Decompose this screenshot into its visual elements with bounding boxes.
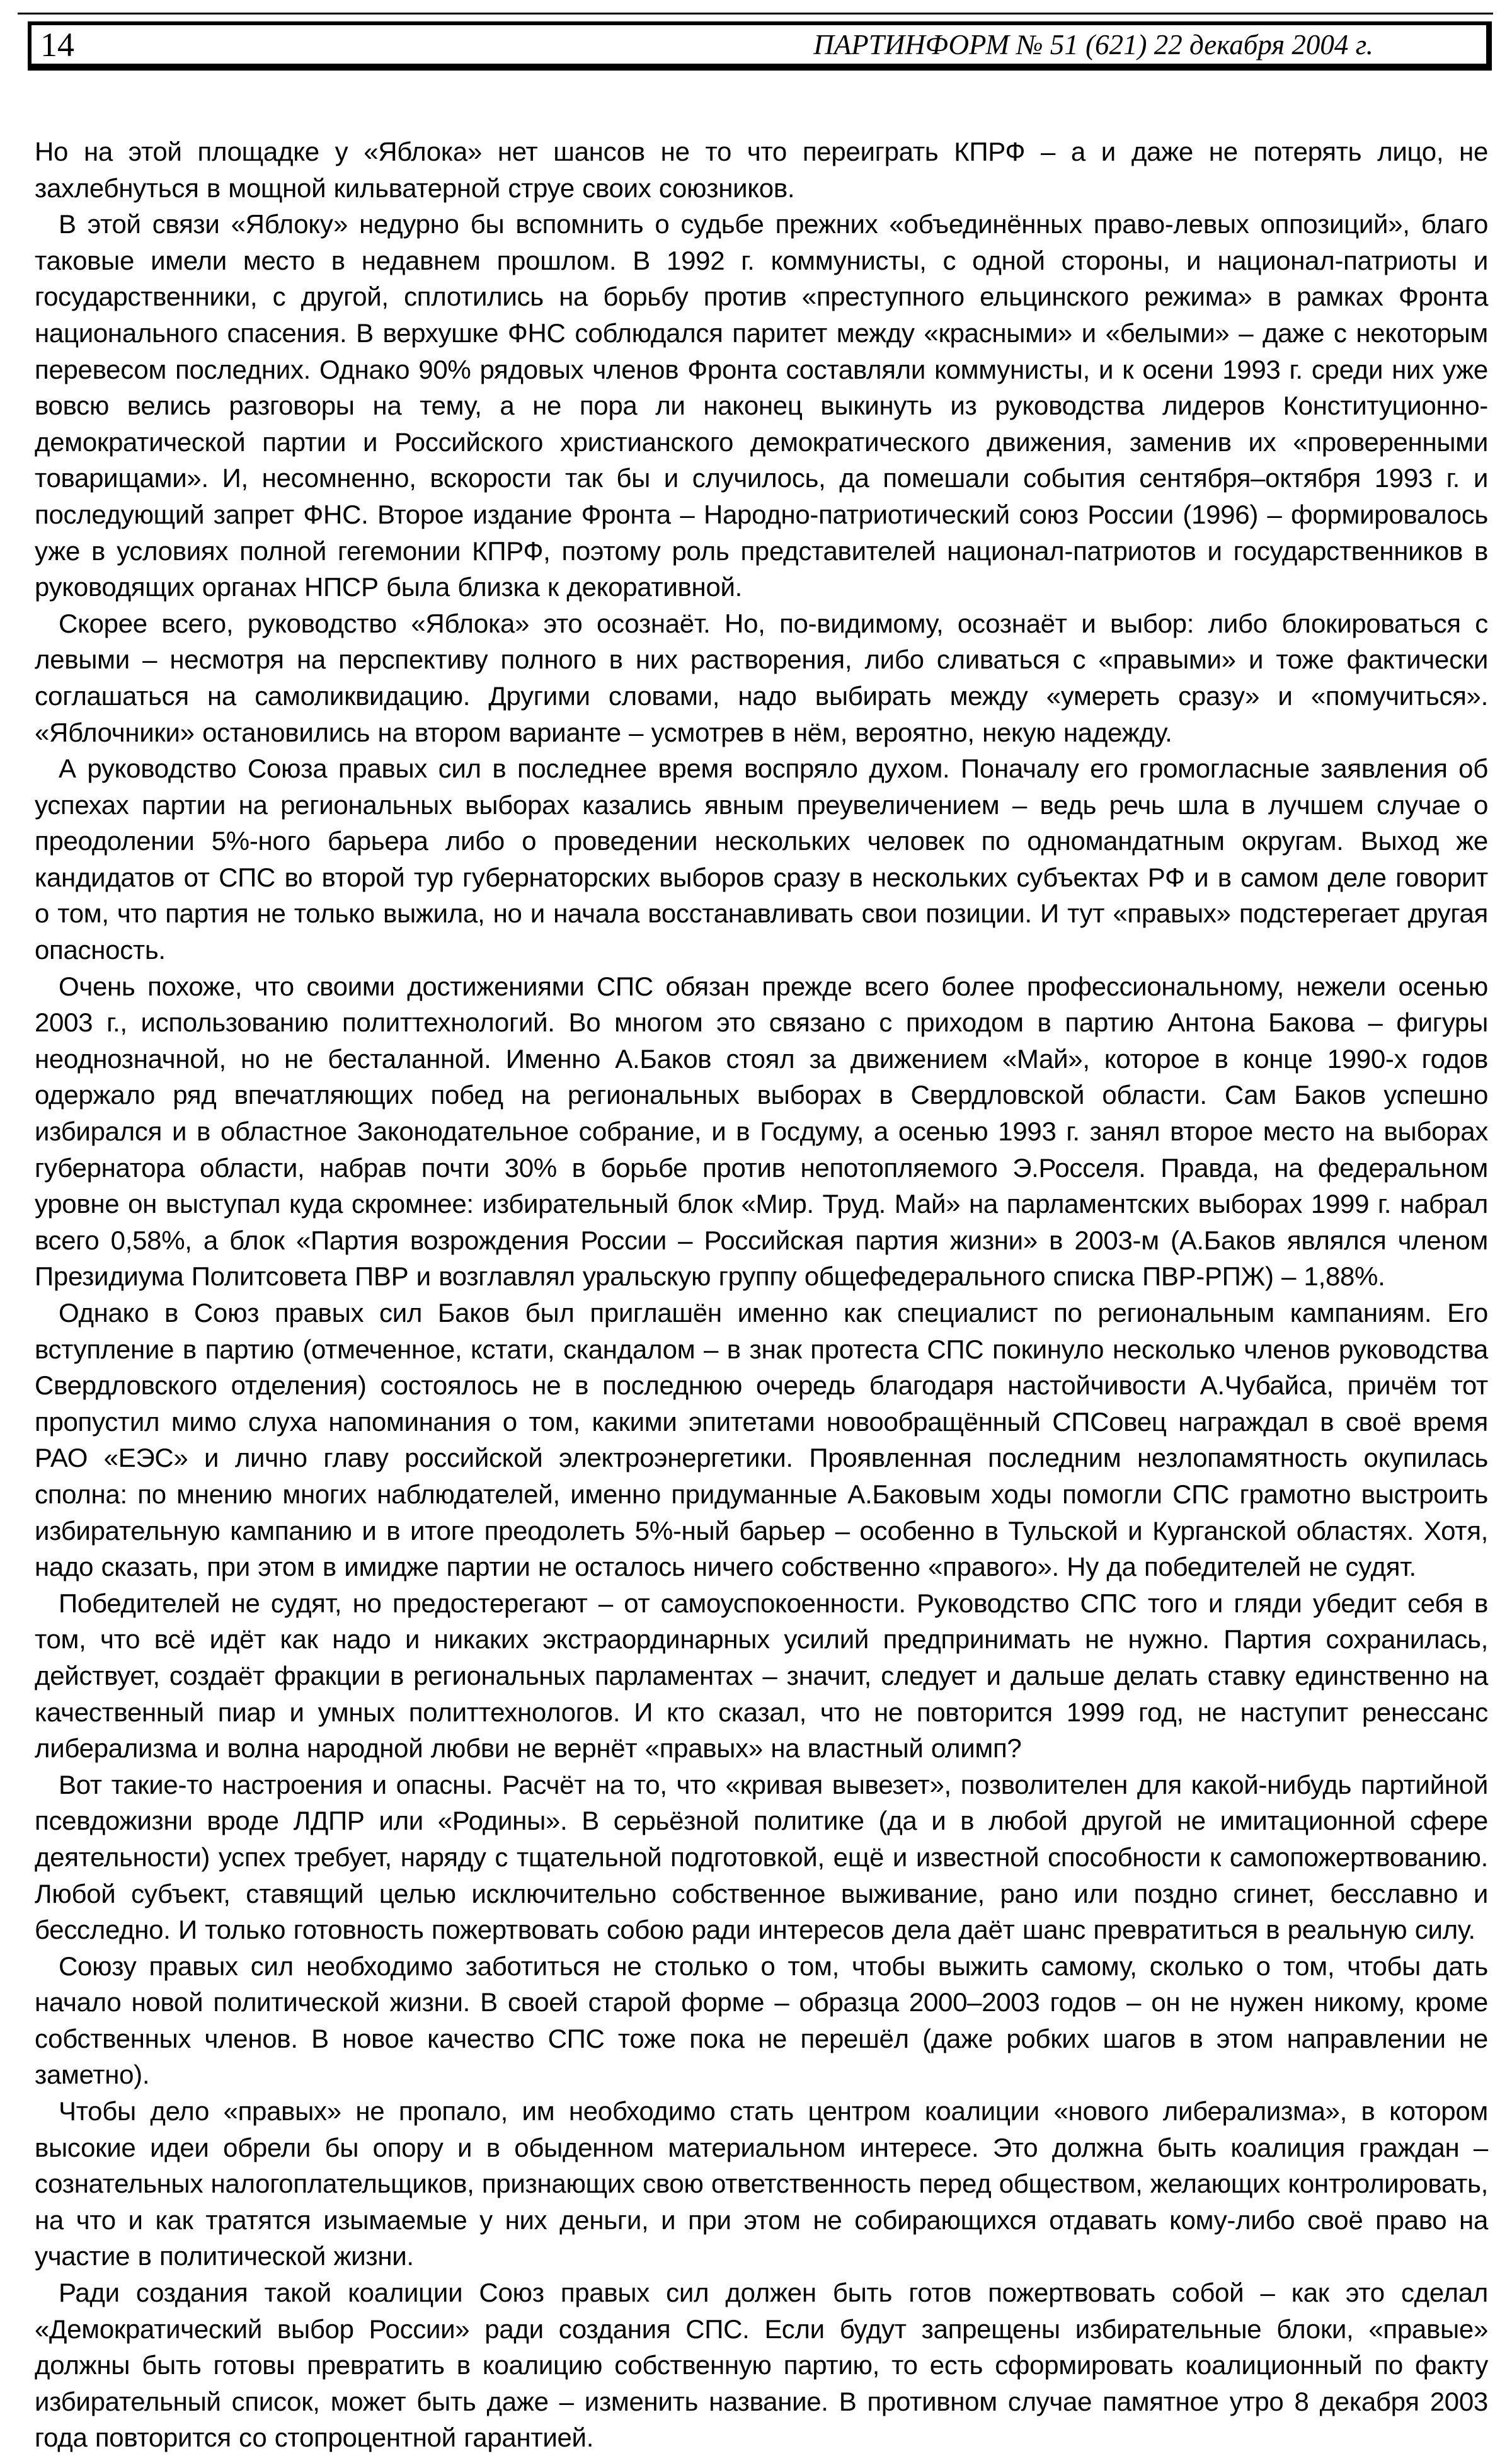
paragraph: Очень похоже, что своими достижениями СПС обязан прежде всего более профессиональному, нежели осенью 2003 г., использованию политтехнологий. Во многом это связано с приходом в партию Антона Бакова – фигуры неоднозначной, но не бесталанной. Именно А.Баков стоял за движением «Май», которое в конце 1990-х годов одержало ряд впечатляющих побед на региональных выборах в Свердловской области. Сам Баков успешно избирался и в областное Законодательное собрание, и в Госдуму, а осенью 1993 г. занял второе место на выборах губернатора области, набрав почти 30% в борьбе против непотопляемого Э.Росселя. Правда, на федеральном уровне он выступал куда скромнее: избирательный блок «Мир. Труд. Май» на парламентских выборах 1999 г. набрал всего 0,58%, а блок «Партия возрождения России – Российская партия жизни» в 2003-м (А.Баков являлся членом Президиума Политсовета ПВР и возглавлял уральскую группу общефедерального списка ПВР-РПЖ) – 1,88%. — [35, 971, 1488, 1292]
paragraph: Вот такие-то настроения и опасны. Расчёт на то, что «кривая вывезет», позволителен для какой-нибудь партийной псевдожизни вроде ЛДПР или «Родины». В серьёзной политике (да и в любой другой не имитационной сфере деятельности) успех требует, наряду с тщательной подготовкой, ещё и известной способности к самопожертвованию. Любой субъект, ставящий целью исключительно собственное выживание, рано или поздно сгинет, бесславно и бесследно. И только готовность пожертвовать собою ради интересов дела даёт шанс превратиться в реальную силу. — [35, 1769, 1488, 1945]
paragraph: Победителей не судят, но предостерегают – от самоуспокоенности. Руководство СПС того и гляди убедит себя в том, что всё идёт как надо и никаких экстраординарных усилий предпринимать не нужно. Партия сохранилась, действует, создаёт фракции в региональных парламентах – значит, следует и дальше делать ставку единственно на качественный пиар и умных политтехнологов. И кто сказал, что не повторится 1999 год, не наступит ренессанс либерализма и волна народной любви не вернёт «правых» на властный олимп? — [35, 1588, 1488, 1764]
page-number: 14 — [40, 26, 74, 64]
paragraph: Однако в Союз правых сил Баков был приглашён именно как специалист по региональным кампаниям. Его вступление в партию (отмеченное, кстати, скандалом – в знак протеста СПС покинуло несколько членов руководства Свердловского отделения) состоялось не в последнюю очередь благодаря настойчивости А.Чубайса, причём тот пропустил мимо слуха напоминания о том, какими эпитетами новообращённый СПСовец награждал в своё время РАО «ЕЭС» и лично главу российской электроэнергетики. Проявленная последним незлопамятность окупилась сполна: по мнению многих наблюдателей, именно придуманные А.Баковым ходы помогли СПС грамотно выстроить избирательную кампанию и в итоге преодолеть 5%-ный барьер – особенно в Тульской и Курганской областях. Хотя, надо сказать, при этом в имидже партии не осталось ничего собственно «правого». Ну да победителей не судят. — [35, 1298, 1488, 1582]
paragraph: Скорее всего, руководство «Яблока» это осознаёт. Но, по-видимому, осознаёт и выбор: либо блокироваться с левыми – несмотря на перспективу полного в них растворения, либо сливаться с «правыми» и тоже фактически соглашаться на самоликвидацию. Другими словами, надо выбирать между «умереть сразу» и «помучиться». «Яблочники» остановились на втором варианте – усмотрев в нём, вероятно, некую надежду. — [35, 608, 1488, 747]
header-top-rule — [18, 13, 1493, 14]
paragraph: Но на этой площадке у «Яблока» нет шансов не то что переиграть КПРФ – а и даже не потерять лицо, не захлебнуться в мощной кильватерной струе своих союзников. — [35, 137, 1488, 203]
paragraph: Ради создания такой коалиции Союз правых сил должен быть готов пожертвовать собой – как это сделал «Демократический выбор России» ради создания СПС. Если будут запрещены избирательные блоки, «правые» должны быть готовы превратить в коалицию собственную партию, то есть сформировать коалиционный по факту избирательный список, может быть даже – изменить название. В противном случае памятное утро 8 декабря 2003 года повторится со стопроцентной гарантией. — [35, 2278, 1488, 2453]
newsletter-title: ПАРТИНФОРМ № 51 (621) 22 декабря 2004 г. — [813, 29, 1373, 60]
page-header — [28, 21, 1492, 71]
paragraph: Союзу правых сил необходимо заботиться не столько о том, чтобы выжить самому, сколько о том, чтобы дать начало новой политической жизни. В своей старой форме – образца 2000–2003 годов – он не нужен никому, кроме собственных членов. В новое качество СПС тоже пока не перешёл (даже робких шагов в этом направлении не заметно). — [35, 1951, 1488, 2090]
paragraph: Чтобы дело «правых» не пропало, им необходимо стать центром коалиции «нового либерализма», в котором высокие идеи обрели бы опору и в обыденном материальном интересе. Это должна быть коалиция граждан – сознательных налогоплательщиков, признающих свою ответственность перед обществом, желающих контролировать, на что и как тратятся изымаемые у них деньги, и при этом не собирающихся отдавать кому-либо своё право на участие в политической жизни. — [35, 2096, 1488, 2271]
paragraph: В этой связи «Яблоку» недурно бы вспомнить о судьбе прежних «объединённых право-левых оппозиций», благо таковые имели место в недавнем прошлом. В 1992 г. коммунисты, с одной стороны, и национал-патриоты и государственники, с другой, сплотились на борьбу против «преступного ельцинского режима» в рамках Фронта национального спасения. В верхушке ФНС соблюдался паритет между «красными» и «белыми» – даже с некоторым перевесом последних. Однако 90% рядовых членов Фронта составляли коммунисты, и к осени 1993 г. среди них уже вовсю велись разговоры на тему, а не пора ли наконец выкинуть из руководства лидеров Конституционно-демократической партии и Российского христианского демократического движения, заменив их «проверенными товарищами». И, несомненно, вскорости так бы и случилось, да помешали события сентября–октября 1993 г. и последующий запрет ФНС. Второе издание Фронта – Народно-патриотический союз России (1996) – формировалось уже в условиях полной гегемонии КПРФ, поэтому роль представителей национал-патриотов и государственников в руководящих органах НПСР была близка к декоративной. — [35, 209, 1488, 602]
paragraph: А руководство Союза правых сил в последнее время воспряло духом. Поначалу его громогласные заявления об успехах партии на региональных выборах казались явным преувеличением – ведь речь шла в лучшем случае о преодолении 5%-ного барьера либо о проведении нескольких человек по одномандатным округам. Выход же кандидатов от СПС во второй тур губернаторских выборов сразу в нескольких субъектах РФ и в самом деле говорит о том, что партия не только выжила, но и начала восстанавливать свои позиции. И тут «правых» подстерегает другая опасность. — [35, 754, 1488, 965]
article-body — [35, 134, 1488, 2456]
